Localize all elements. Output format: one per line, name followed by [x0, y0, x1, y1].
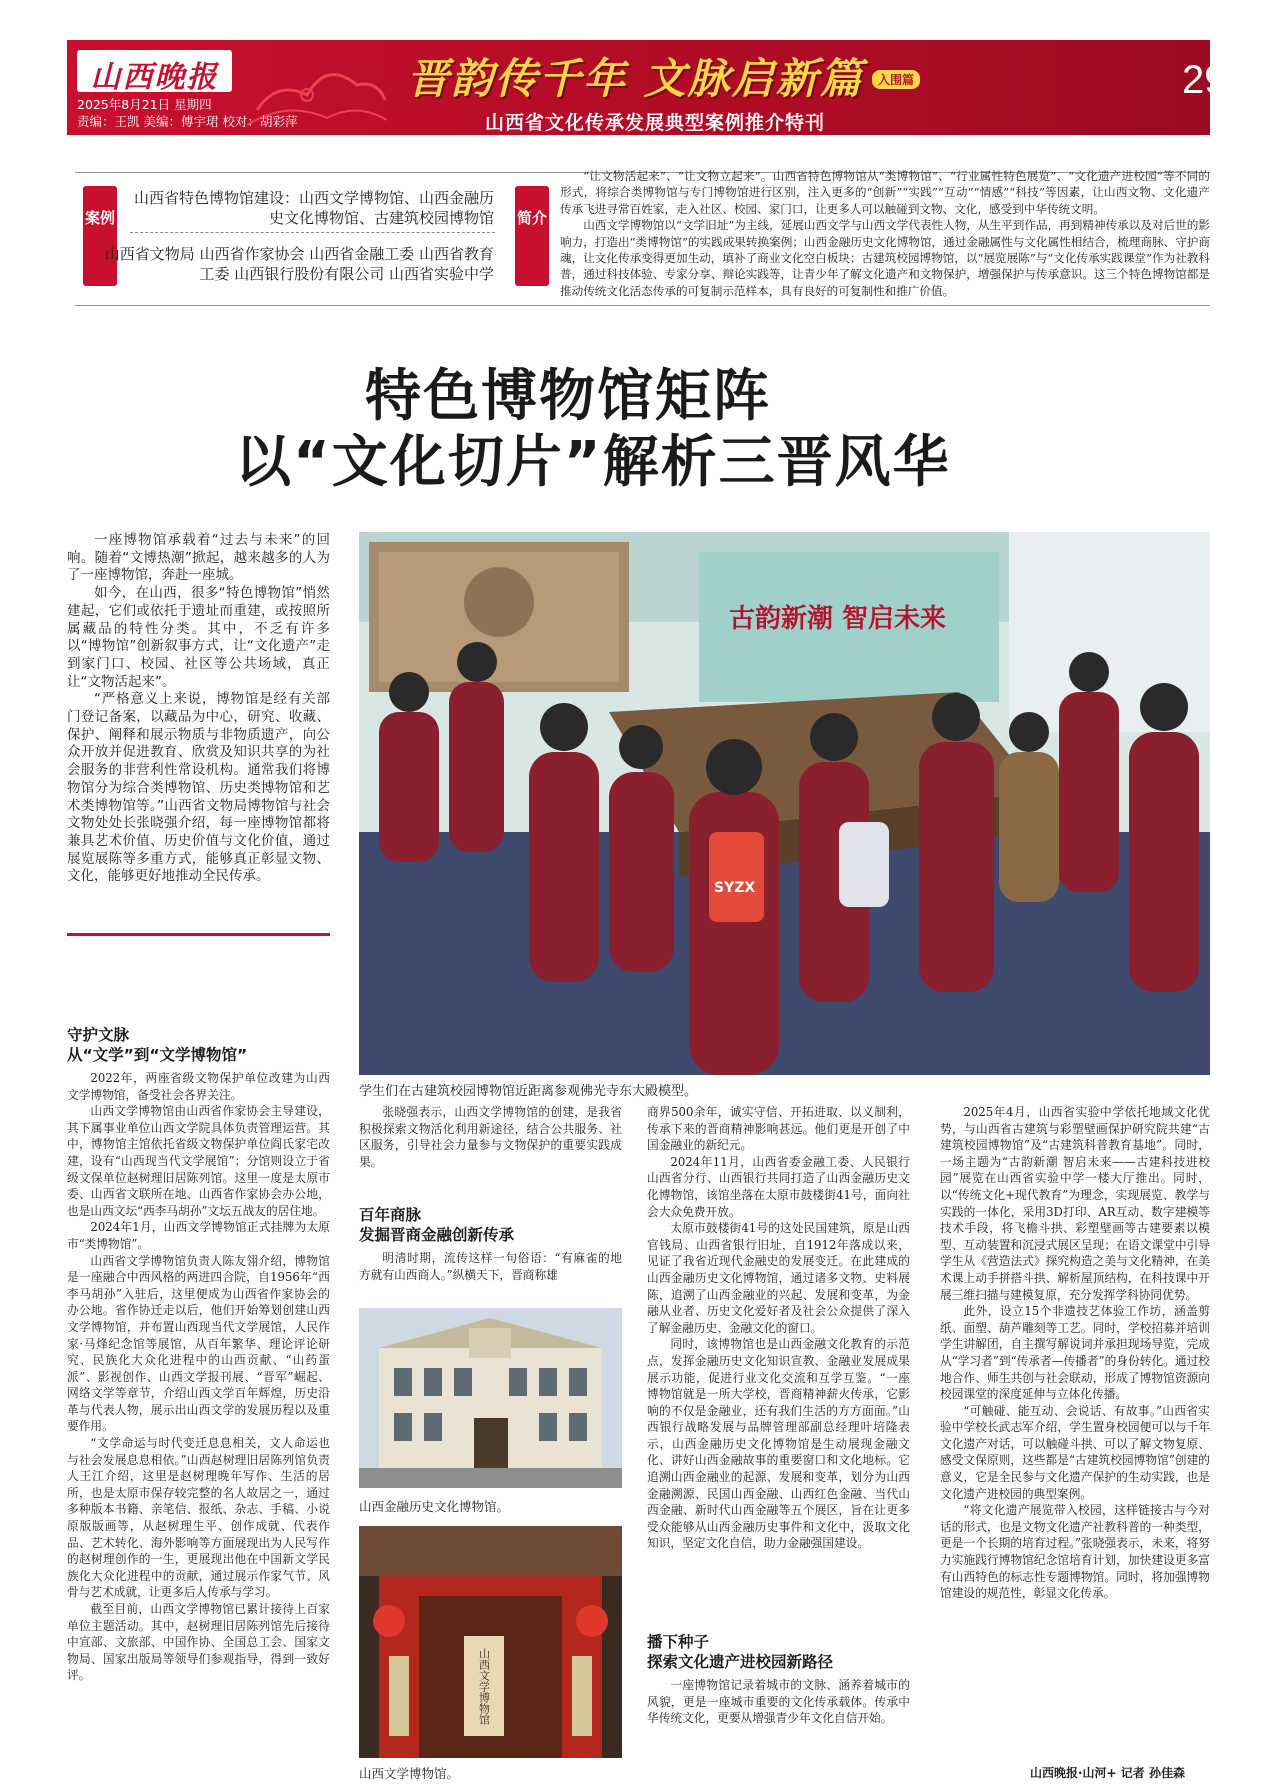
headline-line-2: 以“文化切片”解析三晋风华	[235, 430, 951, 495]
literature-museum-gate-image	[359, 1526, 622, 1758]
intro-paragraph: 山西文学博物馆以“文学旧址”为主线，延展山西文学与山西文学代表性人物，从生平到作品，再到精神传承以及对后世的影响力，打造出“类博物馆”的实践成果转换案例；山西金融历史文化博物馆，通过金融属性与文化属性相结合，梳理商脉、守护商魂，让文化传承变得更加生动，填补了商业文化空白板块；古建筑校园博物馆，以“展览展陈”与“文化传承实践课堂”作为社教科普，通过科技体验、专家分享、辩论实践等，让青少年了解文化遗产和文物保护，增强保护与传承意识。这三个特色博物馆都是推动传统文化活态传承的可复制示范样本，具有良好的可复制性和推广价值。	[560, 218, 1210, 298]
issue-date: 2025年8月21日 星期四	[77, 97, 212, 112]
case-introduction	[560, 168, 1210, 299]
body-paragraph: 商界500余年，诚实守信、开拓进取、以义制利，传承下来的晋商精神影响甚远。他们更是开创了中国金融业的新纪元。	[647, 1105, 910, 1153]
body-paragraph: “文学命运与时代变迁息息相关，文人命运也与社会发展息息相依。”山西赵树理旧居陈列馆负责人王江介绍，这里是赵树理晚年写作、生活的居所，也是太原市保存较完整的名人故居之一，通过多种版本书籍、亲笔信、报纸、杂志、手稿、小说原版版画等，从赵树理生平、创作成就、代表作品、艺术转化、海外影响等方面展现出为人民写作的赵树理创作的一生，更展现出他在中国新文学民族化大众化进程中的贡献，通过展示作家气节、风骨与艺术成就，让更多后人传承与学习。	[67, 1436, 330, 1600]
section-2-subhead	[359, 1205, 622, 1245]
editors-credit: 责编：王凯 美编：傅宇珺 校对：胡彩萍	[77, 114, 298, 129]
special-slogan: 晋韵传千年 文脉启新篇	[407, 54, 864, 103]
body-paragraph: “将文化遗产展览带入校园，这样链接古与今对话的形式，也是文物文化遗产社教科普的一种类型，更是一个长期的培育过程。”张晓强表示，未来，将努力实施践行博物馆纪念馆培育计划，加快建设更多富有山西特色的标志性专题博物馆。同时，将加强博物馆建设的规范性，彰显文化传承。	[940, 1503, 1210, 1601]
paper-logo	[77, 50, 232, 95]
headline-line-1: 特色博物馆矩阵	[365, 364, 771, 429]
section-3-kicker: 播下种子	[647, 1633, 710, 1651]
body-paragraph: 山西省文学博物馆负责人陈友翎介绍，博物馆是一座融合中西风格的两进四合院，自1956年“西李马胡孙”入驻后，这里便成为山西省作家协会的办公地。省作协迁走以后，他们开始筹划创建山西文学博物馆，并布置山西现当代文学展馆，人民作家·马烽纪念馆等展馆，从百年繁华、理论评论研究、民族化大众化进程中的山西贡献、“山药蛋派”、影视创作、山西文学报刊展、“晋军”崛起、网络文学等章节，介绍山西文学百年辉煌，历史沿革与代表人物，展示出山西文学的发展历程以及重要作用。	[67, 1253, 330, 1434]
body-paragraph: 山西文学博物馆由山西省作家协会主导建设，其下属事业单位山西文学院具体负责管理运营。其中，博物馆主馆依托省级文物保护单位阎氏家宅改建，设有“山西现当代文学展馆”；分馆则设立于省级文保单位赵树理旧居陈列馆。这里一度是太原市委、山西省文联所在地、山西省作家协会办公地，也是山西文坛“西李马胡孙”文坛五战友的居住地。	[67, 1104, 330, 1218]
masthead-banner	[67, 40, 1227, 135]
intro-label: 简介	[515, 186, 549, 286]
section-3-subhead	[647, 1632, 910, 1672]
lead-paragraph: 如今，在山西，很多“特色博物馆”悄然建起，它们或依托于遗址而重建，或按照所属藏品的特性分类。其中，不乏有许多以“博物馆”创新叙事方式，让“文化遗产”走到家门口、校园、社区等公共场域，真正让“文物活起来”。	[67, 585, 330, 690]
literature-sign-text: 山西文学博物馆	[477, 1648, 491, 1725]
section-1-body	[67, 1070, 330, 1684]
section-3-title: 探索文化遗产进校园新路径	[647, 1653, 834, 1671]
lead-paragraph: 一座博物馆承载着“过去与未来”的回响。随着“文博热潮”掀起，越来越多的人为了一座博物馆，奔赴一座城。	[67, 532, 330, 584]
body-paragraph: 此外，设立15个非遗技艺体验工作坊，涵盖剪纸、面塑、葫芦雕刻等工艺。同时，学校招募并培训学生讲解团，自主撰写解说词并承担现场导览，完成从“学习者”到“传承者—传播者”的身份转化。通过校地合作、师生共创与社会联动，形成了博物馆资源向校园课堂的深度延伸与立体化传播。	[940, 1304, 1210, 1402]
section-2-body-continued	[647, 1104, 910, 1552]
case-units: 山西省文物局 山西省作家协会 山西省金融工委 山西省教育工委 山西银行股份有限公司 山西省实验中学	[104, 245, 494, 283]
body-paragraph: 张晓强表示，山西文学博物馆的创建，是我省积极探索文物活化利用新途径，结合公共服务、社区服务，引导社会力量参与文物保护的重要实践成果。	[359, 1105, 622, 1169]
special-issue-title: 山西省文化传承发展典型案例推介特刊	[485, 112, 826, 134]
paper-name: 山西晚报	[90, 60, 219, 95]
section-2-title: 发掘晋商金融创新传承	[359, 1226, 515, 1244]
section-1-title: 从“文学”到“文学博物馆”	[67, 1046, 248, 1064]
student-badge-text: SYZX	[714, 880, 756, 896]
body-paragraph: 一座博物馆记录着城市的文脉、涵养着城市的风貌，更是一座城市重要的文化传承载体。传承中华传统文化，更要从增强青少年文化自信开始。	[647, 1678, 910, 1726]
body-paragraph: 2025年4月，山西省实验中学依托地域文化优势，与山西省古建筑与彩塑壁画保护研究院共建“古建筑校园博物馆”及“古建筑科普教育基地”。同时，一场主题为“古韵新潮 智启未来——古建科技进校园”展览在山西省实验中学一楼大厅推出。同时，以“传统文化+现代教育”为理念，实现展览、教学与实践的一体化，采用3D打印、AR互动、数字建模等技术手段，将飞檐斗拱、彩塑壁画等古建要素以模型、互动装置和沉浸式展区呈现；在语文课堂中引导学生从《营造法式》探究构造之美与文化精神，在美术课上动手拼搭斗拱、解析屋顶结构，在科技课中开展三维扫描与建模复原，充分发挥学科协同优势。	[940, 1105, 1210, 1302]
body-paragraph: 2022年，两座省级文物保护单位改建为山西文学博物馆，备受社会各界关注。	[67, 1071, 330, 1102]
finance-museum-photo	[359, 1308, 622, 1488]
case-divider	[130, 232, 495, 233]
section-1-kicker: 守护文脉	[67, 1026, 130, 1044]
body-paragraph: 太原市鼓楼街41号的这处民国建筑，原是山西官钱局、山西省银行旧址，自1912年落成以来，见证了我省近现代金融史的发展变迁。在此建成的山西金融历史文化博物馆，通过诸多文物、史料展陈，追溯了山西金融业的兴起、发展和变革，为金融从业者、历史文化爱好者及社会公众提供了深入了解金融历史、金融文化的窗口。	[647, 1221, 910, 1335]
case-museums: 山西省特色博物馆建设：山西文学博物馆、山西金融历史文化博物馆、古建筑校园博物馆	[134, 189, 495, 227]
students-visiting-model-image	[359, 532, 1210, 1075]
case-label: 案例	[83, 186, 117, 286]
page-number: 29	[1182, 58, 1227, 102]
body-paragraph: 同时，该博物馆也是山西金融文化教育的示范点，发挥金融历史文化知识宣教、金融业发展成果展示功能，促进行业文化交流和互学互鉴。“一座博物馆就是一所大学校，晋商精神薪火传承，它影响的不仅是金融业，还有我们生活的方方面面。”山西银行战略发展与品牌管理部副总经理叶培隆表示，山西金融历史文化博物馆是生动展现金融文化、讲好山西金融故事的重要窗口和文化地标。它追溯山西金融业的起源、发展和变革，划分为山西金融溯源、民国山西金融、山西红色金融、当代山西金融、新时代山西金融等五个展区，旨在让更多受众能够从山西金融历史事件和文化中，汲取文化知识，坚定文化自信，助力金融强国建设。	[647, 1337, 910, 1551]
lead-paragraphs	[67, 532, 330, 886]
main-banner-text: 古韵新潮 智启未来	[729, 604, 947, 634]
section-3-body-continued	[940, 1104, 1210, 1602]
body-paragraph: 明清时期，流传这样一句俗语：“有麻雀的地方就有山西商人。”纵横天下，晋商称雄	[359, 1251, 622, 1282]
intro-paragraph: “让文物活起来”、“让文物立起来”。山西省特色博物馆从“类博物馆”、“行业属性特色展览”、“文化遗产进校园”等不同的形式，将综合类博物馆与专门博物馆进行区别，注入更多的“创新”“实践”“互动”“情感”“科技”等因素，让山西文物、文化遗产传承飞进寻常百姓家，走入社区、校园、家门口，让更多人可以触碰到文物、文化，感受到中华传统文明。	[560, 169, 1210, 216]
lead-divider	[67, 933, 330, 936]
finance-photo-caption: 山西金融历史文化博物馆。	[359, 1499, 510, 1514]
section-3-body	[647, 1677, 910, 1727]
section-1-body-continued	[359, 1104, 622, 1170]
literature-photo-caption: 山西文学博物馆。	[359, 1766, 460, 1781]
finance-museum-building-image	[359, 1308, 622, 1488]
body-paragraph: 2024年1月，山西文学博物馆正式挂牌为太原市“类博物馆”。	[67, 1220, 330, 1251]
body-paragraph: “可触碰、能互动、会说话、有故事。”山西省实验中学校长武志军介绍，学生置身校园便可以与千年文化遗产对话，可以触碰斗拱、可以了解文物复原、感受文保原则，这些都是“古建筑校园博物馆”创建的意义，它是全民参与文化遗产保护的生动实践，也是文化遗产进校园的典型案例。	[940, 1403, 1210, 1501]
section-2-kicker: 百年商脉	[359, 1206, 422, 1224]
main-photo-caption: 学生们在古建筑校园博物馆近距离参观佛光寺东大殿模型。	[359, 1084, 698, 1099]
section-2-body	[359, 1250, 622, 1283]
article-byline: 山西晚报·山河+ 记者 孙佳森	[1030, 1766, 1185, 1780]
main-photo	[359, 532, 1210, 1075]
lead-paragraph: “严格意义上来说，博物馆是经有关部门登记备案，以藏品为中心，研究、收藏、保护、阐释和展示物质与非物质遗产，向公众开放并促进教育、欣赏及知识共享的为社会服务的非营利性常设机构。通常我们将博物馆分为综合类博物馆、历史类博物馆和艺术类博物馆等。”山西省文物局博物馆与社会文物处处长张晓强介绍，每一座博物馆都将兼具艺术价值、历史价值与文化价值，通过展览展陈等多重方式，能够真正彰显文物、文化，能够更好地推动全民传承。	[67, 691, 330, 885]
literature-museum-photo	[359, 1526, 622, 1758]
section-1-subhead	[67, 1025, 330, 1065]
section-tag: 入围篇	[872, 70, 920, 89]
body-paragraph: 2024年11月，山西省委金融工委、人民银行山西省分行、山西银行共同打造了山西金融历史文化博物馆，该馆坐落在太原市鼓楼街41号，面向社会大众免费开放。	[647, 1154, 910, 1219]
body-paragraph: 截至目前，山西文学博物馆已累计接待上百家单位主题活动。其中，赵树理旧居陈列馆先后接待中宣部、文旅部、中国作协、全国总工会、国家文物局、国家出版局等领导们参观指导，得到一致好评。	[67, 1602, 330, 1683]
